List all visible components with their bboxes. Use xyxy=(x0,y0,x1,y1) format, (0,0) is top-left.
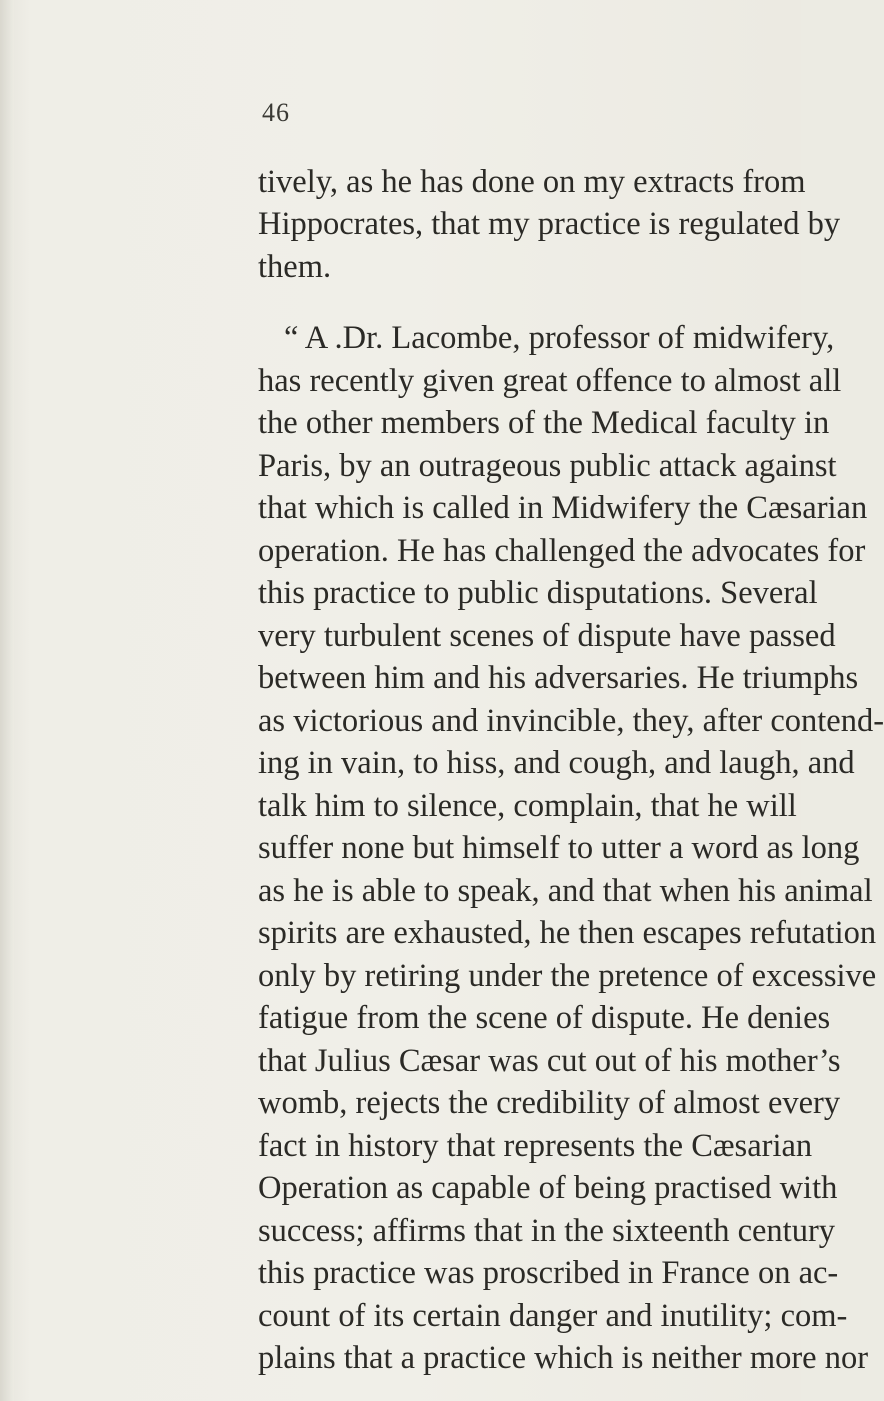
text-line: only by retiring under the pretence of excessive xyxy=(258,958,877,994)
text-line: as victorious and invincible, they, after contend- xyxy=(258,703,884,739)
text-line: Operation as capable of being practised with xyxy=(258,1170,838,1206)
text-line: this practice was proscribed in France on ac- xyxy=(258,1255,839,1291)
text-line: “ A .Dr. Lacombe, professor of midwifery, xyxy=(284,320,835,356)
text-line: womb, rejects the credibility of almost every xyxy=(258,1085,841,1121)
text-line: talk him to silence, complain, that he will xyxy=(258,788,797,824)
text-line: fact in history that represents the Cæsarian xyxy=(258,1128,813,1164)
text-line: has recently given great offence to almost all xyxy=(258,363,842,399)
text-line: Hippocrates, that my practice is regulated by xyxy=(258,206,841,242)
text-line: plains that a practice which is neither more nor xyxy=(258,1340,869,1376)
text-line: as he is able to speak, and that when his animal xyxy=(258,873,873,909)
text-line: operation. He has challenged the advocates for xyxy=(258,533,866,569)
text-line: success; affirms that in the sixteenth century xyxy=(258,1213,836,1249)
text-line: tively, as he has done on my extracts from xyxy=(258,164,806,200)
text-line: the other members of the Medical faculty in xyxy=(258,405,830,441)
text-line: that Julius Cæsar was cut out of his mother’s xyxy=(258,1043,841,1079)
text-line: them. xyxy=(258,249,332,285)
text-line: fatigue from the scene of dispute. He denies xyxy=(258,1000,831,1036)
page-number: 46 xyxy=(262,98,290,127)
text-line: very turbulent scenes of dispute have passed xyxy=(258,618,836,654)
text-line: this practice to public disputations. Several xyxy=(258,575,818,611)
text-line: spirits are exhausted, he then escapes refutation xyxy=(258,915,877,951)
page-gutter xyxy=(0,0,14,1401)
text-line: that which is called in Midwifery the Cæsarian xyxy=(258,490,868,526)
text-line: between him and his adversaries. He triumphs xyxy=(258,660,859,696)
text-line: count of its certain danger and inutility; com- xyxy=(258,1298,848,1334)
text-line: Paris, by an outrageous public attack against xyxy=(258,448,837,484)
text-line: suffer none but himself to utter a word as long xyxy=(258,830,860,866)
text-line: ing in vain, to hiss, and cough, and laugh, and xyxy=(258,745,855,781)
